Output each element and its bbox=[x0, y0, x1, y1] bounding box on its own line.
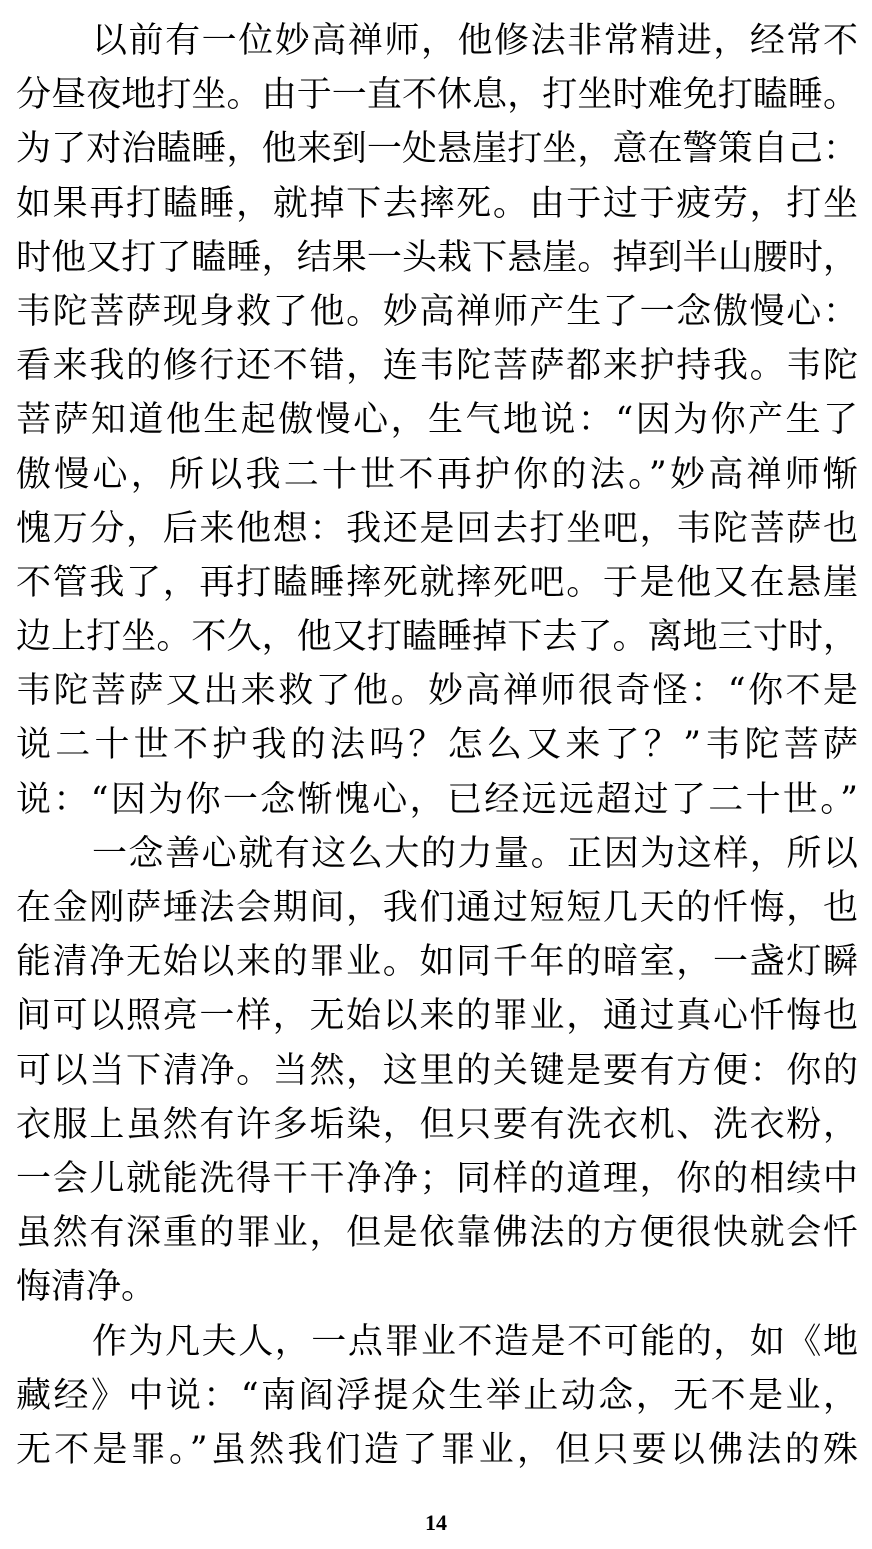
paragraph-2-line: 一会儿就能洗得干干净净；同样的道理，你的相续中 bbox=[16, 1158, 858, 1199]
body-text bbox=[16, 14, 858, 1477]
paragraph-2-line: 能清净无始以来的罪业。如同千年的暗室，一盏灯瞬 bbox=[16, 942, 858, 983]
page-number: 14 bbox=[425, 1510, 447, 1535]
paragraph-1-line: 不管我了，再打瞌睡摔死就摔死吧。于是他又在悬崖 bbox=[16, 562, 858, 603]
paragraph-1-line: 愧万分，后来他想：我还是回去打坐吧，韦陀菩萨也 bbox=[16, 508, 858, 549]
paragraph-1-line: 韦陀菩萨现身救了他。妙高禅师产生了一念傲慢心： bbox=[16, 291, 858, 332]
paragraph-2-line: 悔清净。 bbox=[16, 1267, 157, 1308]
paragraph-2-line: 在金刚萨埵法会期间，我们通过短短几天的忏悔，也 bbox=[16, 888, 858, 928]
paragraph-1-line: 以前有一位妙高禅师，他修法非常精进，经常不 bbox=[92, 21, 858, 61]
paragraph-1-line: 说：“因为你一念惭愧心，已经远远超过了二十世。” bbox=[16, 779, 858, 820]
paragraph-3-line: 作为凡夫人，一点罪业不造是不可能的，如《地 bbox=[92, 1321, 858, 1362]
paragraph-1-line: 时他又打了瞌睡，结果一头栽下悬崖。掉到半山腰时， bbox=[16, 237, 858, 278]
paragraph-1-line: 边上打坐。不久，他又打瞌睡掉下去了。离地三寸时， bbox=[16, 617, 858, 658]
paragraph-2-line: 可以当下清净。当然，这里的关键是要有方便：你的 bbox=[16, 1050, 858, 1091]
paragraph-2-line: 虽然有深重的罪业，但是依靠佛法的方便很快就会忏 bbox=[16, 1213, 858, 1254]
paragraph-1-line: 分昼夜地打坐。由于一直不休息，打坐时难免打瞌睡。 bbox=[16, 75, 858, 116]
paragraph-1-line: 傲慢心，所以我二十世不再护你的法。”妙高禅师惭 bbox=[16, 454, 858, 495]
paragraph-1-line: 说二十世不护我的法吗？怎么又来了？”韦陀菩萨 bbox=[16, 725, 858, 766]
paragraph-1-line: 为了对治瞌睡，他来到一处悬崖打坐，意在警策自己： bbox=[16, 129, 858, 170]
paragraph-1-line: 韦陀菩萨又出来救了他。妙高禅师很奇怪：“你不是 bbox=[16, 671, 858, 712]
paragraph-2-line: 间可以照亮一样，无始以来的罪业，通过真心忏悔也 bbox=[16, 996, 858, 1037]
paragraph-2-line: 衣服上虽然有许多垢染，但只要有洗衣机、洗衣粉， bbox=[16, 1104, 858, 1145]
paragraph-2-line: 一念善心就有这么大的力量。正因为这样，所以 bbox=[92, 833, 858, 874]
paragraph-1-line: 菩萨知道他生起傲慢心，生气地说：“因为你产生了 bbox=[16, 400, 858, 441]
paragraph-3-line: 无不是罪。”虽然我们造了罪业，但只要以佛法的殊 bbox=[16, 1429, 858, 1470]
paragraph-1-line: 如果再打瞌睡，就掉下去摔死。由于过于疲劳，打坐 bbox=[16, 183, 858, 224]
paragraph-1-line: 看来我的修行还不错，连韦陀菩萨都来护持我。韦陀 bbox=[16, 346, 858, 387]
paragraph-3-line: 藏经》中说：“南阎浮提众生举止动念，无不是业， bbox=[16, 1375, 858, 1416]
